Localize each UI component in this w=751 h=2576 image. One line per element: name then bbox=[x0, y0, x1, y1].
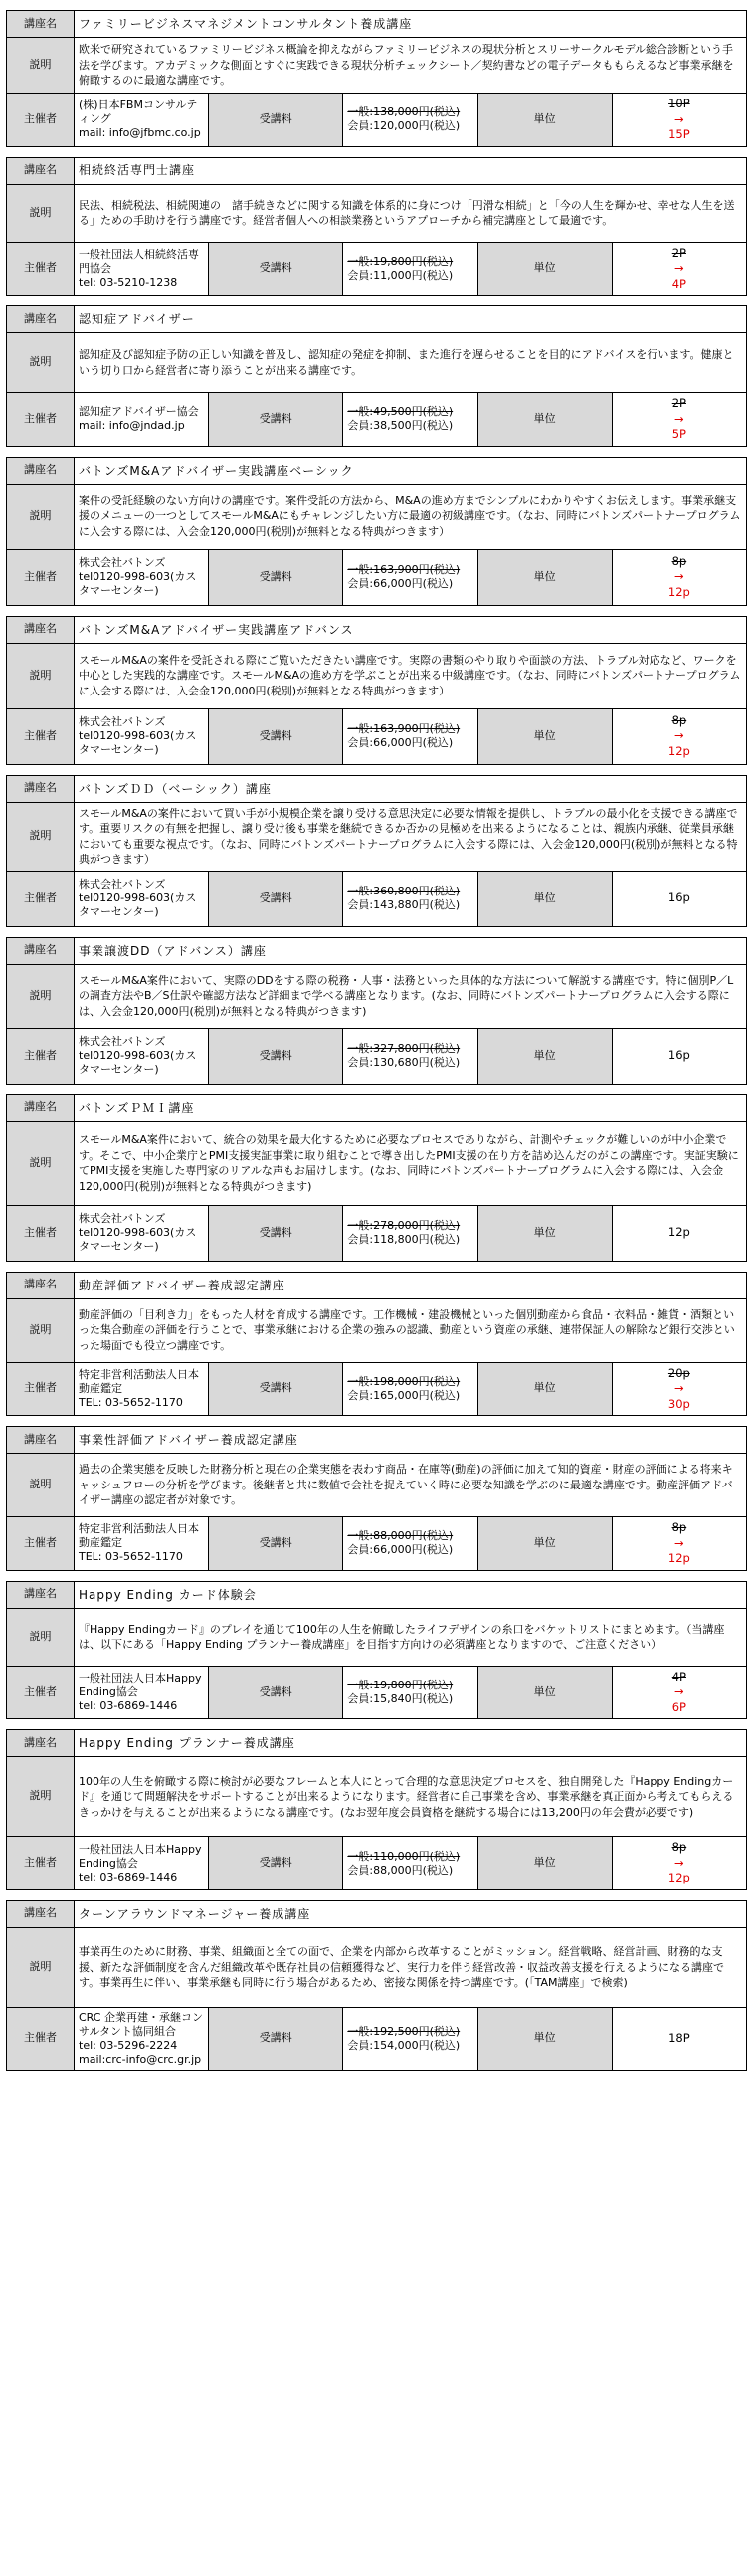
course-name: 相続終活専門士講座 bbox=[75, 157, 747, 184]
fee bbox=[343, 1517, 477, 1571]
unit bbox=[612, 94, 746, 147]
course-name: 事業性評価アドバイザー養成認定講座 bbox=[75, 1427, 747, 1454]
fee-general: 一般:88,000円(税込) bbox=[347, 1529, 454, 1543]
arrow-right-icon: → bbox=[674, 569, 684, 584]
course-info-row bbox=[7, 1666, 747, 1719]
unit-old: 8p bbox=[671, 712, 687, 727]
organizer bbox=[75, 94, 209, 147]
unit bbox=[612, 393, 746, 447]
course-name: バトンズＰＭＩ講座 bbox=[75, 1094, 747, 1121]
label-course-name: 講座名 bbox=[7, 306, 75, 333]
course-description: 民法、相続税法、相続関連の 諸手続きなどに関する知識を体系的に身につけ「円滑な相続」と「今の人生を輝かせ、幸せな人生を送る」ための手助けを行う講座です。経営者個人への相談業務というアプローチから補完講座として最適です。 bbox=[75, 184, 747, 242]
unit-new: 12p bbox=[667, 1871, 690, 1885]
course-name-row bbox=[7, 616, 747, 643]
unit bbox=[612, 549, 746, 605]
course-desc-row bbox=[7, 1121, 747, 1205]
label-fee: 受講料 bbox=[209, 94, 343, 147]
label-description: 説明 bbox=[7, 1608, 75, 1666]
organizer bbox=[75, 1205, 209, 1261]
fee-member: 会員:130,680円(税込) bbox=[347, 1056, 461, 1070]
fee-general: 一般:163,900円(税込) bbox=[347, 722, 461, 736]
organizer-contact: tel0120-998-603(カスタマーセンター) bbox=[79, 1049, 197, 1077]
label-course-name: 講座名 bbox=[7, 1581, 75, 1608]
unit-value: 18P bbox=[668, 2031, 690, 2046]
course-name: バトンズM&Aアドバイザー実践講座ベーシック bbox=[75, 457, 747, 484]
label-organizer: 主催者 bbox=[7, 242, 75, 296]
arrow-right-icon: → bbox=[674, 111, 684, 126]
course-desc-row bbox=[7, 333, 747, 393]
label-description: 説明 bbox=[7, 1454, 75, 1517]
course-table bbox=[6, 616, 747, 765]
unit bbox=[612, 1205, 746, 1261]
label-organizer: 主催者 bbox=[7, 1028, 75, 1084]
label-description: 説明 bbox=[7, 1757, 75, 1837]
label-fee: 受講料 bbox=[209, 549, 343, 605]
label-description: 説明 bbox=[7, 1927, 75, 2007]
label-organizer: 主催者 bbox=[7, 2007, 75, 2070]
fee-member: 会員:15,840円(税込) bbox=[347, 1692, 454, 1705]
label-organizer: 主催者 bbox=[7, 708, 75, 764]
label-fee: 受講料 bbox=[209, 2007, 343, 2070]
label-course-name: 講座名 bbox=[7, 1900, 75, 1927]
fee bbox=[343, 242, 477, 296]
label-organizer: 主催者 bbox=[7, 549, 75, 605]
unit bbox=[612, 242, 746, 296]
label-organizer: 主催者 bbox=[7, 1666, 75, 1719]
organizer-mail: mail:crc-info@crc.gr.jp bbox=[79, 2052, 202, 2066]
unit-new: 6P bbox=[671, 1699, 686, 1714]
organizer-name: 株式会社バトンズ bbox=[79, 1212, 166, 1226]
label-fee: 受講料 bbox=[209, 1028, 343, 1084]
course-table bbox=[6, 305, 747, 447]
unit-old: 8p bbox=[671, 1840, 687, 1855]
fee bbox=[343, 1362, 477, 1416]
course-name: バトンズＤＤ（ベーシック）講座 bbox=[75, 775, 747, 802]
unit bbox=[612, 1517, 746, 1571]
course-table bbox=[6, 1729, 747, 1890]
course-name-row bbox=[7, 11, 747, 38]
fee-general: 一般:19,800円(税込) bbox=[347, 1679, 454, 1691]
fee-general: 一般:327,800円(税込) bbox=[347, 1042, 461, 1056]
label-description: 説明 bbox=[7, 184, 75, 242]
unit-old: 4P bbox=[671, 1669, 686, 1684]
unit-old: 20p bbox=[667, 1365, 690, 1380]
organizer bbox=[75, 242, 209, 296]
fee-member: 会員:118,800円(税込) bbox=[347, 1233, 461, 1247]
unit bbox=[612, 1362, 746, 1416]
arrow-right-icon: → bbox=[674, 1684, 684, 1699]
fee bbox=[343, 549, 477, 605]
course-description: スモールM&Aの案件において買い手が小規模企業を譲り受ける意思決定に必要な情報を提供し、トラブルの最小化を支援できる講座です。重要リスクの有無を把握し、譲り受け後も事業を継続できるか否かの見極めを出来るようになることは、親族内承継、従業員承継においても重要な視点です。（なお、同時にバトンズパートナープログラムに入会する際には、入会金120,000円(税別)が無料となる特典がつきます） bbox=[75, 802, 747, 871]
label-fee: 受講料 bbox=[209, 1362, 343, 1416]
course-name-row bbox=[7, 306, 747, 333]
course-info-row bbox=[7, 393, 747, 447]
label-unit: 単位 bbox=[477, 1517, 612, 1571]
organizer-name: 株式会社バトンズ bbox=[79, 878, 166, 892]
course-name-row bbox=[7, 1900, 747, 1927]
unit-value: 16p bbox=[667, 1048, 690, 1063]
arrow-right-icon: → bbox=[674, 1381, 684, 1396]
unit-new: 30p bbox=[667, 1396, 690, 1411]
label-fee: 受講料 bbox=[209, 242, 343, 296]
course-table bbox=[6, 775, 747, 927]
unit-new: 12p bbox=[667, 584, 690, 599]
fee-general: 一般:19,800円(税込) bbox=[347, 254, 454, 268]
unit-old: 2P bbox=[671, 245, 686, 260]
unit-value: 12p bbox=[667, 1225, 690, 1240]
fee bbox=[343, 1837, 477, 1890]
unit-old: 8p bbox=[671, 1520, 687, 1535]
course-table bbox=[6, 937, 747, 1085]
course-name-row bbox=[7, 1272, 747, 1298]
course-desc-row bbox=[7, 964, 747, 1028]
organizer-name: (株)日本FBMコンサルティング bbox=[79, 99, 198, 126]
label-course-name: 講座名 bbox=[7, 11, 75, 38]
course-name-row bbox=[7, 937, 747, 964]
label-description: 説明 bbox=[7, 802, 75, 871]
organizer-contact: tel: 03-6869-1446 bbox=[79, 1699, 178, 1712]
unit bbox=[612, 708, 746, 764]
label-organizer: 主催者 bbox=[7, 94, 75, 147]
organizer-name: 株式会社バトンズ bbox=[79, 556, 166, 570]
arrow-right-icon: → bbox=[674, 261, 684, 276]
unit-old: 10P bbox=[668, 97, 690, 110]
fee-member: 会員:120,000円(税込) bbox=[347, 119, 461, 133]
arrow-right-icon: → bbox=[674, 411, 684, 426]
unit-new: 5P bbox=[671, 427, 686, 442]
course-name: ターンアラウンドマネージャー養成講座 bbox=[75, 1900, 747, 1927]
course-name: Happy Ending プランナー養成講座 bbox=[75, 1730, 747, 1757]
organizer bbox=[75, 1362, 209, 1416]
course-desc-row bbox=[7, 1757, 747, 1837]
label-description: 説明 bbox=[7, 484, 75, 549]
label-description: 説明 bbox=[7, 643, 75, 708]
fee-member: 会員:88,000円(税込) bbox=[347, 1863, 454, 1877]
course-name-row bbox=[7, 457, 747, 484]
course-table bbox=[6, 157, 747, 297]
fee bbox=[343, 2007, 477, 2070]
course-name-row bbox=[7, 1427, 747, 1454]
label-description: 説明 bbox=[7, 1298, 75, 1362]
course-table bbox=[6, 1900, 747, 2071]
fee-general: 一般:138,000円(税込) bbox=[347, 105, 461, 119]
label-unit: 単位 bbox=[477, 1362, 612, 1416]
label-unit: 単位 bbox=[477, 871, 612, 926]
organizer-contact: tel: 03-5210-1238 bbox=[79, 275, 178, 289]
label-fee: 受講料 bbox=[209, 871, 343, 926]
course-description: 事業再生のために財務、事業、組織面と全ての面で、企業を内部から改革することがミッション。経営戦略、経営計画、財務的な支援、新たな評価制度を含んだ組織改革や既存社員の信頼獲得など、実行力を伴う経営改善・収益改善支援を行えるようになる講座です。事業再生に伴い、事業承継も同時に行う場合があるため、密接な関係を持つ講座です。(「TAM講座」で検索) bbox=[75, 1927, 747, 2007]
label-unit: 単位 bbox=[477, 393, 612, 447]
organizer-contact: tel: 03-6869-1446 bbox=[79, 1870, 178, 1883]
course-info-row bbox=[7, 2007, 747, 2070]
course-desc-row bbox=[7, 1454, 747, 1517]
arrow-right-icon: → bbox=[674, 1855, 684, 1870]
course-description: 過去の企業実態を反映した財務分析と現在の企業実態を表わす商品・在庫等(動産)の評価に加えて知的資産・財産の評価による将来キャッシュフローの分析を学びます。後継者と共に数値で会社を捉えていく時に必要な知識を学ぶのに最適な講座です。動産評価アドバイザー講座の認定者が対象です。 bbox=[75, 1454, 747, 1517]
course-description: スモールM&A案件において、統合の効果を最大化するために必要なプロセスでありながら、計測やチェックが難しいのが中小企業です。そこで、中小企業庁とPMI支援実証事業に取り組むことで導き出したPMI支援の在り方を詰め込んだのがこの講座です。実証実験にてPMI支援を実施した専門家のリアルな声もお届けします。(なお、同時にバトンズパートナープログラムに入会する際には、入会金120,000円(税別)が無料となる特典がつきます) bbox=[75, 1121, 747, 1205]
organizer-contact: mail: info@jfbmc.co.jp bbox=[79, 126, 201, 140]
fee-general: 一般:198,000円(税込) bbox=[347, 1374, 461, 1388]
course-desc-row bbox=[7, 643, 747, 708]
organizer bbox=[75, 871, 209, 926]
fee-member: 会員:38,500円(税込) bbox=[347, 419, 454, 433]
course-info-row bbox=[7, 1837, 747, 1890]
course-name: 事業譲渡DD（アドバンス）講座 bbox=[75, 937, 747, 964]
label-description: 説明 bbox=[7, 38, 75, 94]
organizer-name: 株式会社バトンズ bbox=[79, 715, 166, 729]
label-course-name: 講座名 bbox=[7, 1730, 75, 1757]
label-course-name: 講座名 bbox=[7, 157, 75, 184]
fee bbox=[343, 1205, 477, 1261]
organizer-contact: tel0120-998-603(カスタマーセンター) bbox=[79, 570, 197, 598]
organizer-contact: TEL: 03-5652-1170 bbox=[79, 1550, 183, 1564]
organizer bbox=[75, 549, 209, 605]
fee-member: 会員:11,000円(税込) bbox=[347, 268, 454, 282]
unit bbox=[612, 1666, 746, 1719]
fee-general: 一般:192,500円(税込) bbox=[347, 2024, 461, 2038]
label-organizer: 主催者 bbox=[7, 393, 75, 447]
course-name: 動産評価アドバイザー養成認定講座 bbox=[75, 1272, 747, 1298]
fee-member: 会員:165,000円(税込) bbox=[347, 1388, 461, 1402]
organizer bbox=[75, 393, 209, 447]
course-info-row bbox=[7, 94, 747, 147]
course-info-row bbox=[7, 708, 747, 764]
label-unit: 単位 bbox=[477, 1205, 612, 1261]
course-table bbox=[6, 10, 747, 147]
organizer-contact: tel0120-998-603(カスタマーセンター) bbox=[79, 892, 197, 919]
label-unit: 単位 bbox=[477, 1028, 612, 1084]
label-description: 説明 bbox=[7, 333, 75, 393]
unit-old: 8p bbox=[671, 553, 687, 568]
course-description: 動産評価の「目利き力」をもった人材を育成する講座です。工作機械・建設機械といった個別動産から食品・衣料品・雑貨・酒類といった集合動産の評価を行うことで、事業承継における企業の強みの認識、動産という資産の承継、連帯保証人の解除など銀行交渉といった場面でも役立つ講座です。 bbox=[75, 1298, 747, 1362]
course-info-row bbox=[7, 871, 747, 926]
fee-general: 一般:49,500円(税込) bbox=[347, 405, 454, 419]
fee-member: 会員:66,000円(税込) bbox=[347, 736, 454, 750]
unit-new: 12p bbox=[667, 743, 690, 758]
label-unit: 単位 bbox=[477, 549, 612, 605]
course-name-row bbox=[7, 775, 747, 802]
label-unit: 単位 bbox=[477, 242, 612, 296]
course-info-row bbox=[7, 1517, 747, 1571]
organizer-name: 一般社団法人相続終活専門協会 bbox=[79, 247, 199, 275]
fee-member: 会員:143,880円(税込) bbox=[347, 898, 461, 912]
label-fee: 受講料 bbox=[209, 393, 343, 447]
course-info-row bbox=[7, 242, 747, 296]
label-description: 説明 bbox=[7, 964, 75, 1028]
course-info-row bbox=[7, 1028, 747, 1084]
unit bbox=[612, 1837, 746, 1890]
arrow-right-icon: → bbox=[674, 728, 684, 743]
course-list bbox=[6, 0, 747, 2071]
course-desc-row bbox=[7, 484, 747, 549]
label-organizer: 主催者 bbox=[7, 1517, 75, 1571]
organizer bbox=[75, 1028, 209, 1084]
unit bbox=[612, 871, 746, 926]
organizer bbox=[75, 1837, 209, 1890]
organizer-name: 特定非営利活動法人日本動産鑑定 bbox=[79, 1522, 199, 1550]
unit-new: 4P bbox=[671, 276, 686, 291]
label-course-name: 講座名 bbox=[7, 1094, 75, 1121]
unit bbox=[612, 1028, 746, 1084]
course-desc-row bbox=[7, 802, 747, 871]
label-course-name: 講座名 bbox=[7, 937, 75, 964]
label-course-name: 講座名 bbox=[7, 775, 75, 802]
course-desc-row bbox=[7, 1927, 747, 2007]
course-name-row bbox=[7, 1730, 747, 1757]
label-organizer: 主催者 bbox=[7, 1205, 75, 1261]
fee-member: 会員:66,000円(税込) bbox=[347, 1543, 454, 1557]
course-name: Happy Ending カード体験会 bbox=[75, 1581, 747, 1608]
fee-general: 一般:163,900円(税込) bbox=[347, 563, 461, 577]
course-description: スモールM&Aの案件を受託される際にご覧いただきたい講座です。実際の書類のやり取りや面談の方法、トラブル対応など、ワークを中心とした実践的な講座です。スモールM&Aの進め方を学ぶことが出来る中級講座です。（なお、同時にバトンズパートナープログラムに入会する際には、入会金120,000円(税別)が無料となる特典がつきます） bbox=[75, 643, 747, 708]
label-fee: 受講料 bbox=[209, 708, 343, 764]
course-description: 案件の受託経験のない方向けの講座です。案件受託の方法から、M&Aの進め方までシンプルにわかりやすくお伝えします。事業承継支援のメニューの一つとしてスモールM&Aにもチャレンジしたい方に最適の初級講座です。（なお、同時にバトンズパートナープログラムに入会する際には、入会金120,000円(税別)が無料となる特典がつきます） bbox=[75, 484, 747, 549]
fee bbox=[343, 708, 477, 764]
course-name-row bbox=[7, 1581, 747, 1608]
fee-member: 会員:66,000円(税込) bbox=[347, 577, 454, 591]
course-desc-row bbox=[7, 1298, 747, 1362]
fee bbox=[343, 1028, 477, 1084]
label-course-name: 講座名 bbox=[7, 1427, 75, 1454]
fee-general: 一般:360,800円(税込) bbox=[347, 885, 461, 898]
unit-new: 12p bbox=[667, 1551, 690, 1566]
course-name: バトンズM&Aアドバイザー実践講座アドバンス bbox=[75, 616, 747, 643]
unit bbox=[612, 2007, 746, 2070]
organizer-name: CRC 企業再建・承継コンサルタント協同組合 bbox=[79, 2010, 203, 2038]
fee-general: 一般:110,000円(税込) bbox=[347, 1849, 461, 1863]
course-description: 欧米で研究されているファミリービジネス概論を抑えながらファミリービジネスの現状分析とスリーサークルモデル総合診断という手法を学びます。アカデミックな側面とすぐに実践できる現状分析チェックシート／契約書などの電子データももらえるなど事業承継を俯瞰するのに最適な講座です。 bbox=[75, 38, 747, 94]
organizer-name: 特定非営利活動法人日本動産鑑定 bbox=[79, 1367, 199, 1395]
fee bbox=[343, 94, 477, 147]
course-info-row bbox=[7, 1362, 747, 1416]
label-fee: 受講料 bbox=[209, 1666, 343, 1719]
organizer bbox=[75, 1666, 209, 1719]
course-table bbox=[6, 1426, 747, 1571]
course-description: スモールM&A案件において、実際のDDをする際の税務・人事・法務といった具体的な方法について解説する講座です。特に個別P／Lの調査方法やB／S仕訳や確認方法など詳細まで学べる講座となります。(なお、同時にバトンズパートナープログラムに入会する際には、入会金120,000円(税別)が無料となる特典がつきます) bbox=[75, 964, 747, 1028]
course-table bbox=[6, 457, 747, 606]
label-fee: 受講料 bbox=[209, 1205, 343, 1261]
organizer bbox=[75, 2007, 209, 2070]
label-unit: 単位 bbox=[477, 708, 612, 764]
course-table bbox=[6, 1581, 747, 1720]
label-organizer: 主催者 bbox=[7, 1837, 75, 1890]
organizer bbox=[75, 1517, 209, 1571]
organizer bbox=[75, 708, 209, 764]
label-fee: 受講料 bbox=[209, 1517, 343, 1571]
label-course-name: 講座名 bbox=[7, 616, 75, 643]
label-unit: 単位 bbox=[477, 94, 612, 147]
arrow-right-icon: → bbox=[674, 1535, 684, 1550]
course-info-row bbox=[7, 549, 747, 605]
course-table bbox=[6, 1094, 747, 1262]
course-description: 『Happy Endingカード』のプレイを通じて100年の人生を俯瞰したライフデザインの糸口をバケットリストにまとめます。（当講座は、以下にある「Happy Ending プランナー養成講座」を目指す方向けの必須講座となりますので、ご注意ください） bbox=[75, 1608, 747, 1666]
course-table bbox=[6, 1272, 747, 1417]
course-description: 認知症及び認知症予防の正しい知識を普及し、認知症の発症を抑制、また進行を遅らせることを目的にアドバイスを行います。健康という切り口から経営者に寄り添うことが出来る講座です。 bbox=[75, 333, 747, 393]
course-desc-row bbox=[7, 184, 747, 242]
organizer-contact: tel0120-998-603(カスタマーセンター) bbox=[79, 1226, 197, 1254]
fee bbox=[343, 1666, 477, 1719]
organizer-name: 認知症アドバイザー協会 bbox=[79, 405, 199, 419]
unit-old: 2P bbox=[671, 396, 686, 411]
unit-new: 15P bbox=[668, 127, 690, 142]
unit-value: 16p bbox=[667, 891, 690, 905]
label-fee: 受講料 bbox=[209, 1837, 343, 1890]
label-course-name: 講座名 bbox=[7, 457, 75, 484]
label-description: 説明 bbox=[7, 1121, 75, 1205]
course-name: 認知症アドバイザー bbox=[75, 306, 747, 333]
fee-member: 会員:154,000円(税込) bbox=[347, 2038, 461, 2052]
organizer-contact: tel0120-998-603(カスタマーセンター) bbox=[79, 729, 197, 757]
course-info-row bbox=[7, 1205, 747, 1261]
label-unit: 単位 bbox=[477, 2007, 612, 2070]
organizer-name: 株式会社バトンズ bbox=[79, 1035, 166, 1049]
course-desc-row bbox=[7, 1608, 747, 1666]
organizer-contact: TEL: 03-5652-1170 bbox=[79, 1395, 183, 1409]
fee-general: 一般:278,000円(税込) bbox=[347, 1219, 461, 1233]
label-organizer: 主催者 bbox=[7, 1362, 75, 1416]
label-organizer: 主催者 bbox=[7, 871, 75, 926]
course-desc-row bbox=[7, 38, 747, 94]
organizer-contact: mail: info@jndad.jp bbox=[79, 419, 185, 433]
course-name: ファミリービジネスマネジメントコンサルタント養成講座 bbox=[75, 11, 747, 38]
organizer-contact: tel: 03-5296-2224 bbox=[79, 2038, 178, 2052]
course-name-row bbox=[7, 157, 747, 184]
label-unit: 単位 bbox=[477, 1837, 612, 1890]
label-course-name: 講座名 bbox=[7, 1272, 75, 1298]
organizer-name: 一般社団法人日本Happy Ending協会 bbox=[79, 1672, 202, 1698]
course-description: 100年の人生を俯瞰する際に検討が必要なフレームと本人にとって合理的な意思決定プロセスを、独自開発した『Happy Endingカード』を通じて問題解決をサポートすることが出来るようになります。経営者に自己事業を含め、事業承継を真正面から考えてもらえるきっかけを与えることが出来るようになる講座です。(なお翌年度会員資格を継続する場合には13,200円の年会費が必要です) bbox=[75, 1757, 747, 1837]
course-name-row bbox=[7, 1094, 747, 1121]
organizer-name: 一般社団法人日本Happy Ending協会 bbox=[79, 1842, 202, 1870]
fee bbox=[343, 393, 477, 447]
label-unit: 単位 bbox=[477, 1666, 612, 1719]
fee bbox=[343, 871, 477, 926]
